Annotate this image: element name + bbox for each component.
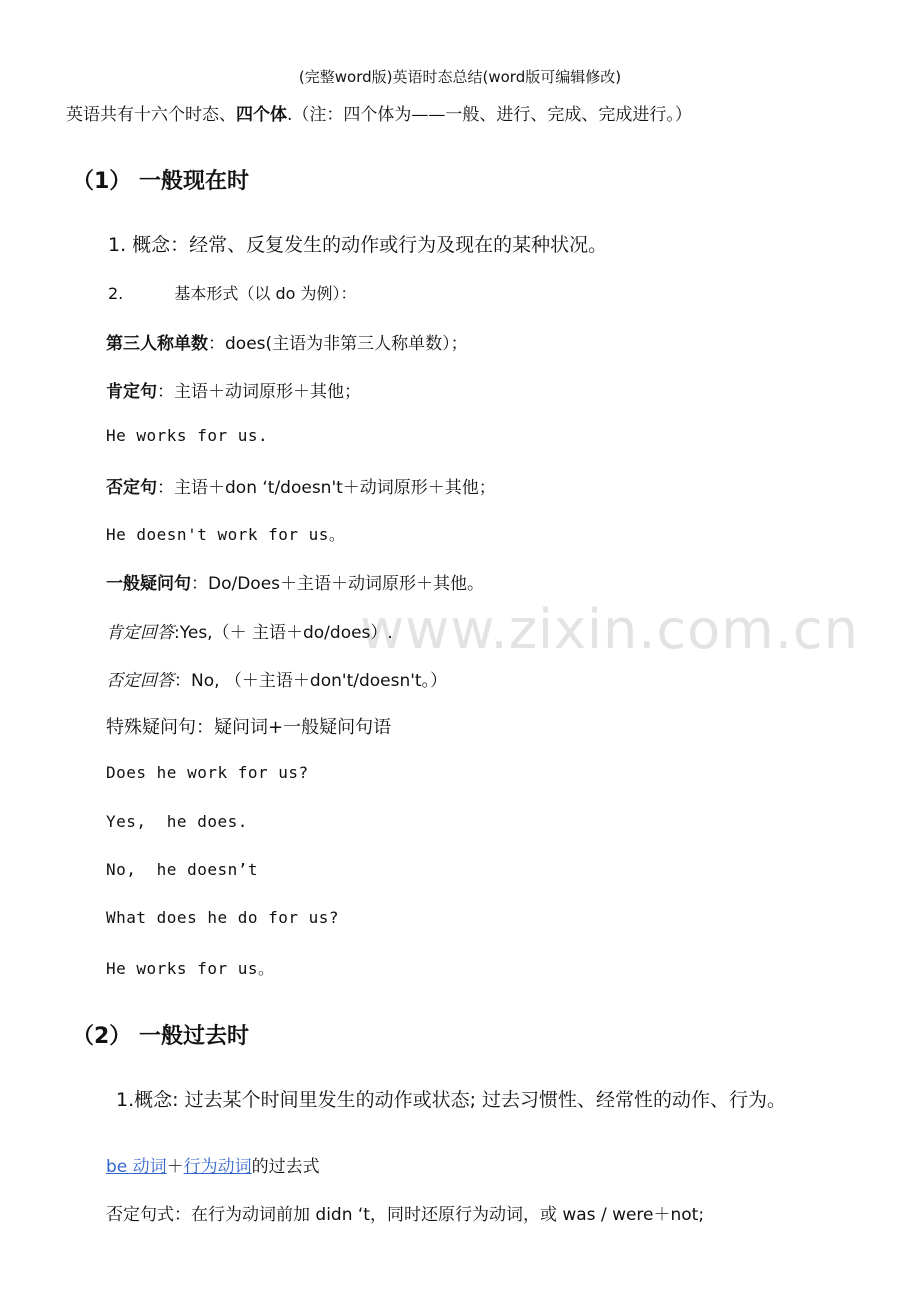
question-text: ：Do/Does＋主语＋动词原形＋其他。 — [191, 574, 485, 594]
action-verb-link[interactable]: 行为动词 — [183, 1157, 252, 1177]
section2-heading: （2） 一般过去时 — [72, 1024, 249, 1049]
intro-text-a: 英语共有十六个时态、 — [66, 105, 236, 125]
example-1: He works for us. — [106, 426, 269, 445]
document-header: (完整word版)英语时态总结(word版可编辑修改) — [298, 68, 622, 86]
affirmative-label: 肯定句 — [106, 382, 157, 402]
negative-answer-label: 否定回答 — [106, 671, 174, 691]
third-person-line — [106, 329, 468, 354]
example-2: He doesn't work for us。 — [106, 525, 346, 544]
intro-paragraph — [66, 100, 692, 125]
affirmative-line — [106, 377, 361, 402]
past-negative-line: 否定句式：在行为动词前加 didn ‘t，同时还原行为动词，或 was / were＋not; — [106, 1205, 705, 1225]
form-text: 基本形式（以 do 为例）： — [174, 284, 357, 303]
example-5: No, he doesn’t — [106, 860, 258, 879]
positive-answer-text: :Yes,（＋ 主语＋do/does）. — [174, 623, 393, 643]
intro-text-bold: 四个体 — [236, 105, 287, 125]
positive-answer-label: 肯定回答 — [106, 623, 174, 643]
section1-concept: 1. 概念：经常、反复发生的动作或行为及现在的某种状况。 — [108, 234, 608, 256]
be-verb-link[interactable]: be 动词 — [106, 1157, 167, 1177]
negative-answer-line — [106, 666, 447, 691]
form-number: 2. — [108, 284, 124, 303]
section1-heading: （1） 一般现在时 — [72, 169, 249, 194]
special-question-line: 特殊疑问句：疑问词+一般疑问句语 — [106, 717, 392, 738]
third-person-label: 第三人称单数 — [106, 334, 208, 354]
question-line — [106, 569, 484, 594]
section1-basic-form — [108, 281, 356, 304]
watermark: www.zixin.com.cn — [360, 598, 859, 661]
negative-line — [106, 473, 496, 498]
example-3: Does he work for us? — [106, 763, 309, 782]
negative-label: 否定句 — [106, 478, 157, 498]
section2-concept: 1.概念: 过去某个时间里发生的动作或状态; 过去习惯性、经常性的动作、行为。 — [116, 1089, 787, 1111]
intro-text-c: .（注：四个体为——一般、进行、完成、完成进行。） — [287, 105, 692, 125]
past-form-line — [106, 1152, 320, 1177]
affirmative-text: ：主语＋动词原形＋其他； — [157, 382, 361, 402]
question-label: 一般疑问句 — [106, 574, 191, 594]
plus-sign: ＋ — [166, 1157, 184, 1177]
third-person-text: ：does(主语为非第三人称单数）； — [208, 334, 468, 354]
negative-text: ：主语＋don ‘t/doesn't＋动词原形＋其他； — [157, 478, 496, 498]
past-form-tail: 的过去式 — [251, 1157, 320, 1177]
example-4: Yes, he does. — [106, 812, 248, 831]
negative-answer-text: ：No, （＋主语＋don't/doesn't。） — [174, 671, 448, 691]
example-6: What does he do for us? — [106, 908, 340, 927]
example-7: He works for us。 — [106, 959, 275, 978]
positive-answer-line — [106, 618, 393, 643]
